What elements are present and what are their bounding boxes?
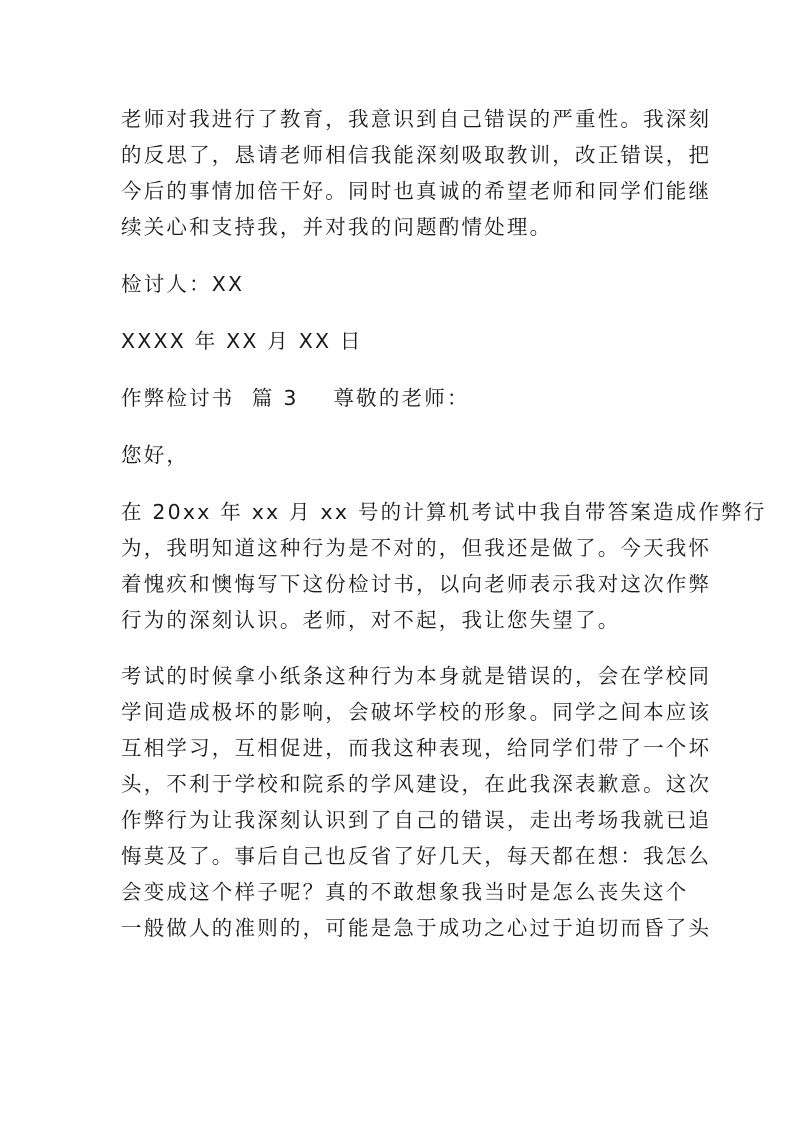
text-line: 的反思了，恳请老师相信我能深刻吸取教训，改正错误，把 (121, 143, 712, 167)
text-line: 悔莫及了。事后自己也反省了好几天，每天都在想：我怎么 (121, 844, 712, 868)
text-line: 一般做人的准则的，可能是急于成功之心过于迫切而昏了头 (121, 916, 712, 940)
text-line: 互相学习，互相促进，而我这种表现，给同学们带了一个坏 (121, 736, 712, 760)
text-line: 续关心和支持我，并对我的问题酌情处理。 (121, 215, 553, 239)
text-line: 在 20xx 年 xx 月 xx 号的计算机考试中我自带答案造成作弊行 (121, 500, 767, 524)
text-line: 头，不利于学校和院系的学风建设，在此我深表歉意。这次 (121, 772, 712, 796)
date-line (121, 323, 681, 359)
text-line: 检讨人：XX (121, 272, 245, 296)
text-line: XXXX 年 XX 月 XX 日 (121, 329, 363, 353)
text-line: 今后的事情加倍干好。同时也真诚的希望老师和同学们能继 (121, 179, 712, 203)
text-line: 作弊检讨书 篇 3 尊敬的老师： (121, 386, 470, 410)
paragraph-apology-conclusion (121, 101, 712, 245)
signature-line (121, 266, 681, 302)
document-body (121, 101, 767, 946)
text-line: 着愧疚和懊悔写下这份检讨书，以向老师表示我对这次作弊 (121, 572, 712, 596)
paragraph-exam-incident (121, 494, 767, 638)
text-line: 作弊行为让我深刻认识到了自己的错误，走出考场我就已追 (121, 808, 712, 832)
paragraph-reflection (121, 658, 712, 946)
text-line: 学间造成极坏的影响，会破坏学校的形象。同学之间本应该 (121, 700, 712, 724)
text-line: 为，我明知道这种行为是不对的，但我还是做了。今天我怀 (121, 536, 712, 560)
text-line: 会变成这个样子呢？真的不敢想象我当时是怎么丧失这个 (121, 880, 689, 904)
text-line: 行为的深刻认识。老师，对不起，我让您失望了。 (121, 608, 621, 632)
section-heading (121, 380, 681, 416)
text-line: 老师对我进行了教育，我意识到自己错误的严重性。我深刻 (121, 107, 712, 131)
greeting-line (121, 437, 681, 473)
text-line: 考试的时候拿小纸条这种行为本身就是错误的，会在学校同 (121, 664, 712, 688)
text-line: 您好， (121, 443, 190, 467)
